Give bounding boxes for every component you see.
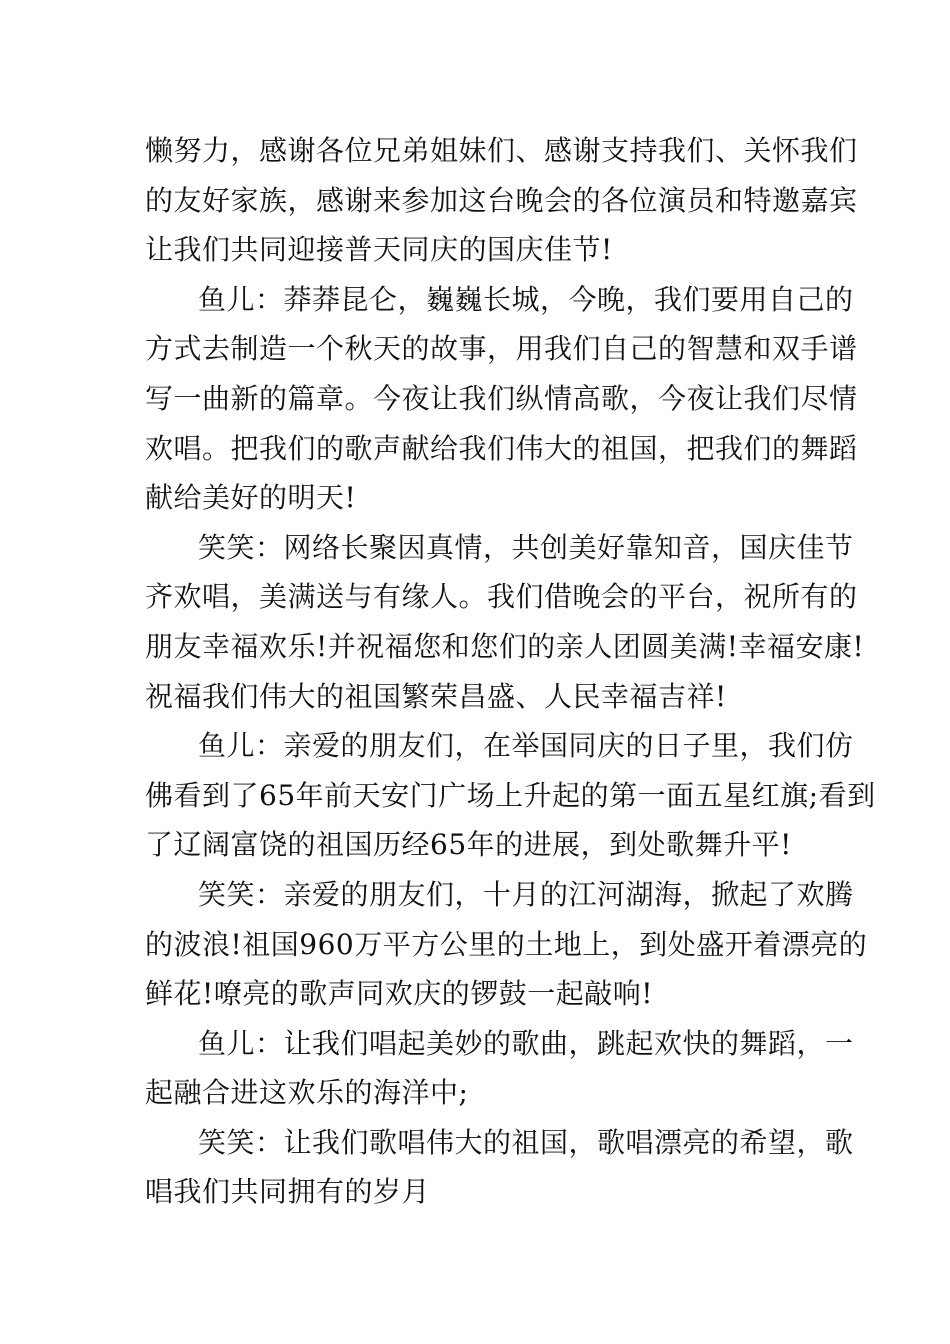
text-line: 写一曲新的篇章。今夜让我们纵情高歌，今夜让我们尽情 — [145, 381, 858, 415]
text-line: 欢唱。把我们的歌声献给我们伟大的祖国，把我们的舞蹈 — [145, 431, 858, 465]
text-line: 的波浪!祖国960万平方公里的土地上，到处盛开着漂亮的 — [145, 927, 868, 961]
paragraph-start-line: 鱼儿：让我们唱起美妙的歌曲，跳起欢快的舞蹈，一 — [198, 1026, 854, 1060]
paragraph-start-line: 笑笑：亲爱的朋友们，十月的江河湖海，掀起了欢腾 — [198, 877, 854, 911]
text-line: 祝福我们伟大的祖国繁荣昌盛、人民幸福吉祥! — [145, 679, 727, 713]
paragraph-start-line: 鱼儿：亲爱的朋友们，在举国同庆的日子里，我们仿 — [198, 729, 854, 763]
text-line: 让我们共同迎接普天同庆的国庆佳节! — [145, 233, 613, 267]
text-line: 朋友幸福欢乐!并祝福您和您们的亲人团圆美满!幸福安康! — [145, 629, 865, 663]
document-body — [145, 126, 876, 1217]
text-line: 献给美好的明天! — [145, 481, 357, 515]
paragraph-start-line: 笑笑：让我们歌唱伟大的祖国，歌唱漂亮的希望，歌 — [198, 1125, 854, 1159]
text-line: 唱我们共同拥有的岁月 — [145, 1175, 431, 1209]
paragraph-start-line: 笑笑：网络长聚因真情，共创美好靠知音，国庆佳节 — [198, 530, 854, 564]
text-line: 起融合进这欢乐的海洋中; — [145, 1076, 469, 1110]
paragraph-start-line: 鱼儿：莽莽昆仑，巍巍长城，今晚，我们要用自己的 — [198, 282, 854, 316]
text-line: 的友好家族，感谢来参加这台晚会的各位演员和特邀嘉宾 — [145, 183, 858, 217]
text-line: 齐欢唱，美满送与有缘人。我们借晚会的平台，祝所有的 — [145, 580, 858, 614]
text-line: 懒努力，感谢各位兄弟姐妹们、感谢支持我们、关怀我们 — [145, 134, 858, 167]
text-line: 佛看到了65年前天安门广场上升起的第一面五星红旗;看到 — [145, 778, 876, 812]
text-line: 方式去制造一个秋天的故事，用我们自己的智慧和双手谱 — [145, 332, 858, 366]
text-line: 鲜花!嘹亮的歌声同欢庆的锣鼓一起敲响! — [145, 977, 654, 1011]
text-line: 了辽阔富饶的祖国历经65年的进展，到处歌舞升平! — [145, 828, 792, 862]
